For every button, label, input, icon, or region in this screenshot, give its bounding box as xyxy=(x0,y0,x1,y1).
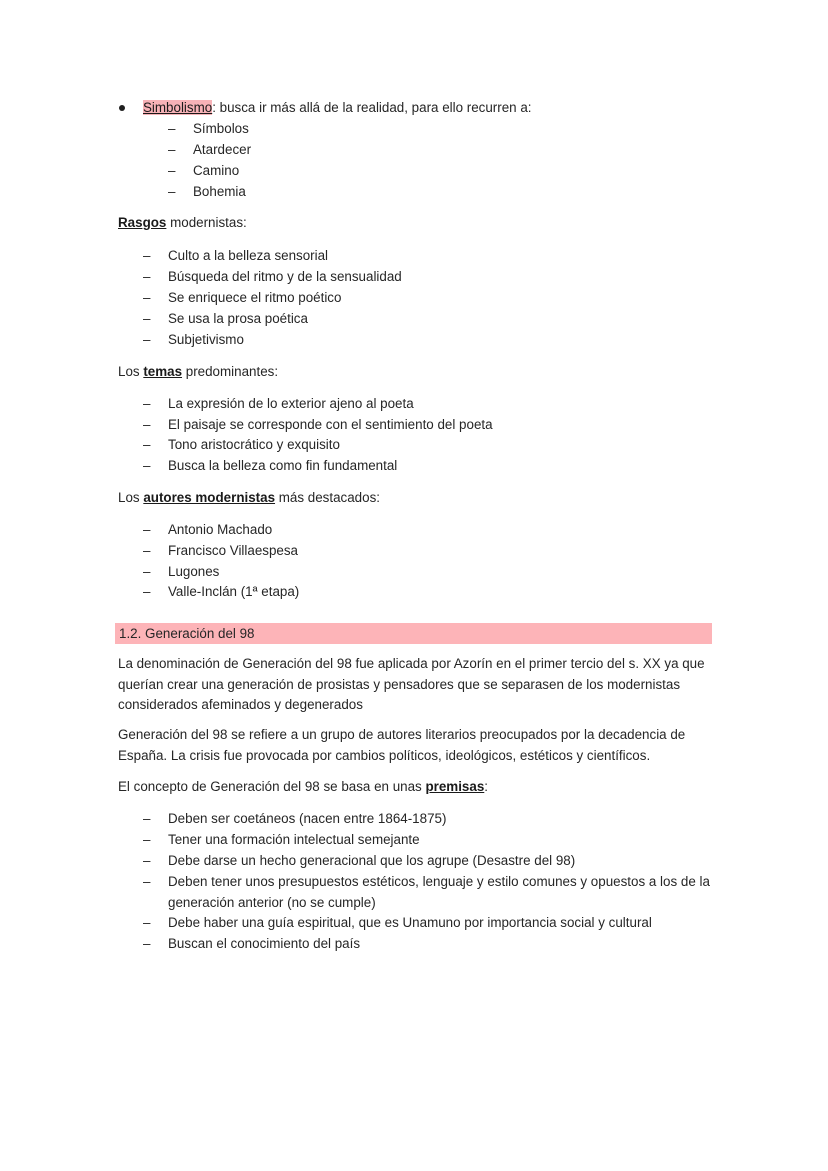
list-item: Símbolos xyxy=(193,121,249,136)
list-item: Debe haber una guía espiritual, que es Unamuno por importancia social y cultural xyxy=(168,915,652,930)
dash-icon: – xyxy=(168,142,176,157)
dash-icon: – xyxy=(143,311,151,326)
paragraph-2: Generación del 98 se refiere a un grupo de autores literarios preocupados por la decadencia de España. La crisis fue provocada por cambios políticos, ideológicos, estéticos y científicos. xyxy=(118,727,686,763)
dash-icon: – xyxy=(168,121,176,136)
list-item: Búsqueda del ritmo y de la sensualidad xyxy=(168,269,402,284)
list-item: Buscan el conocimiento del país xyxy=(168,936,361,951)
list-item: Camino xyxy=(193,163,240,178)
dash-icon: – xyxy=(143,248,151,263)
dash-icon: – xyxy=(143,915,151,930)
dash-icon: – xyxy=(143,853,151,868)
list-item: Francisco Villaespesa xyxy=(168,543,299,558)
dash-icon: – xyxy=(168,163,176,178)
bullet-dot-icon xyxy=(119,105,125,111)
list-item: Busca la belleza como fin fundamental xyxy=(168,458,398,473)
premisas-term: premisas xyxy=(425,779,485,794)
dash-icon: – xyxy=(143,543,151,558)
paragraph-1: La denominación de Generación del 98 fue aplicada por Azorín en el primer tercio del s. XX ya que querían crear una generación de prosistas y pensadores que se separasen de los modernistas considerados afeminados y degenerados xyxy=(118,656,705,712)
list-item: El paisaje se corresponde con el sentimiento del poeta xyxy=(168,417,493,432)
list-item: Debe darse un hecho generacional que los agrupe (Desastre del 98) xyxy=(168,853,576,868)
dash-icon: – xyxy=(143,936,151,951)
list-item: Deben tener unos presupuestos estéticos, lenguaje y estilo comunes y opuestos a los de la generación anterior (no se cumple) xyxy=(168,874,710,910)
temas-term: temas xyxy=(143,364,183,379)
dash-icon: – xyxy=(143,458,151,473)
list-item: La expresión de lo exterior ajeno al poeta xyxy=(168,396,414,411)
list-item: Culto a la belleza sensorial xyxy=(168,248,329,263)
dash-icon: – xyxy=(143,417,151,432)
list-item: Deben ser coetáneos (nacen entre 1864-1875) xyxy=(168,811,447,826)
dash-icon: – xyxy=(143,584,151,599)
list-item: Se usa la prosa poética xyxy=(168,311,308,326)
premisas-heading xyxy=(118,777,488,797)
temas-heading xyxy=(118,362,278,382)
dash-icon: – xyxy=(143,564,151,579)
rasgos-term: Rasgos xyxy=(118,215,167,230)
autores-pre: Los xyxy=(118,490,144,505)
list-item: Antonio Machado xyxy=(168,522,273,537)
autores-heading xyxy=(118,488,380,508)
simbolismo-line xyxy=(143,98,532,118)
list-item: Se enriquece el ritmo poético xyxy=(168,290,342,305)
dash-icon: – xyxy=(143,811,151,826)
rasgos-heading xyxy=(118,213,247,233)
section-heading: 1.2. Generación del 98 xyxy=(119,626,255,641)
temas-text: predominantes: xyxy=(182,364,279,379)
premisas-pre: El concepto de Generación del 98 se basa en unas xyxy=(118,779,426,794)
dash-icon: – xyxy=(143,269,151,284)
temas-pre: Los xyxy=(118,364,144,379)
autores-text: más destacados: xyxy=(275,490,380,505)
list-item: Subjetivismo xyxy=(168,332,244,347)
simbolismo-term: Simbolismo xyxy=(143,100,213,115)
list-item: Valle-Inclán (1ª etapa) xyxy=(168,584,300,599)
dash-icon: – xyxy=(143,396,151,411)
list-item: Bohemia xyxy=(193,184,246,199)
simbolismo-text: : busca ir más allá de la realidad, para ello recurren a: xyxy=(212,100,532,115)
dash-icon: – xyxy=(143,874,151,889)
dash-icon: – xyxy=(143,437,151,452)
rasgos-text: modernistas: xyxy=(166,215,247,230)
dash-icon: – xyxy=(143,290,151,305)
dash-icon: – xyxy=(143,332,151,347)
autores-term: autores modernistas xyxy=(143,490,276,505)
dash-icon: – xyxy=(168,184,176,199)
list-item: Atardecer xyxy=(193,142,252,157)
list-item: Tono aristocrático y exquisito xyxy=(168,437,340,452)
dash-icon: – xyxy=(143,832,151,847)
premisas-text: : xyxy=(484,779,489,794)
list-item: Lugones xyxy=(168,564,220,579)
dash-icon: – xyxy=(143,522,151,537)
list-item: Tener una formación intelectual semejante xyxy=(168,832,420,847)
